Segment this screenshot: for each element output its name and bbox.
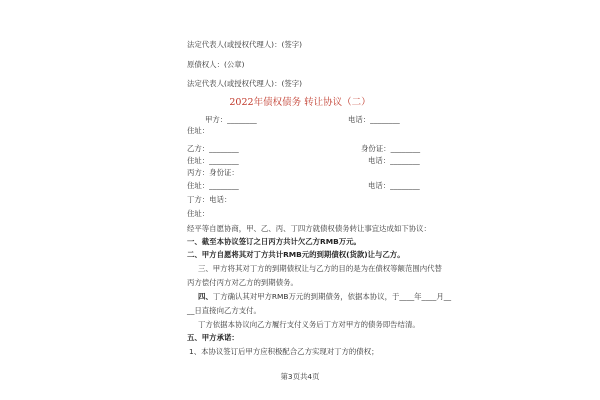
party-ding: 丁方：电话：	[187, 195, 232, 204]
agreement-title: 2022年债权债务 转让协议（二）	[229, 97, 371, 108]
party-bing: 丙方：身份证：	[187, 168, 239, 177]
party-jia: 甲方：________	[205, 115, 257, 124]
party-jia-phone: 电话：________	[348, 115, 400, 124]
party-bing-address: 住址：________	[187, 181, 239, 190]
header-creditor-seal-line: 原债权人：(公章)	[187, 60, 245, 69]
clause-1: 一、截至本协议签订之日丙方共计欠乙方RMB万元。	[187, 237, 361, 246]
clause-4-line-2: __日直接向乙方支付。	[187, 306, 261, 315]
party-yi-id: 身份证：________	[361, 144, 421, 153]
clause-5-item-1: 1、本协议签订后甲方应积极配合乙方实现对丁方的债权；	[189, 347, 379, 356]
header-signature-line-2: 法定代表人(或授权代理人)：(签字)	[187, 79, 303, 88]
header-signature-line-1: 法定代表人(或授权代理人)：(签字)	[187, 40, 303, 49]
party-bing-phone: 电话：________	[368, 181, 420, 190]
party-ding-address: 住址：	[187, 209, 210, 218]
party-yi: 乙方：________	[187, 144, 239, 153]
clause-settlement: 丁方依据本协议向乙方履行支付义务后丁方对甲方的债务即告结清。	[198, 320, 420, 329]
page-number: 第3页共4页	[280, 372, 320, 381]
clause-4-text: 丁方确认其对甲方RMB万元的到期债务，依据本协议，于____年____月__	[212, 292, 452, 301]
clause-3-line-1: 三、甲方将其对丁方的到期债权让与乙方的目的是为在债权等额范围内代替	[198, 264, 442, 273]
clause-4-line-1	[198, 292, 451, 302]
party-yi-address: 住址：________	[187, 156, 239, 165]
party-jia-address: 住址：	[187, 126, 210, 135]
clause-3-line-2: 丙方偿付丙方对乙方的到期债务。	[187, 278, 298, 287]
clause-5-heading: 五、甲方承诺：	[187, 333, 239, 342]
clause-4-number: 四、	[198, 292, 213, 301]
intro-paragraph: 经平等自愿协商，甲、乙、丙、丁四方就债权债务转让事宜达成如下协议：	[187, 224, 431, 233]
clause-2: 二、甲方自愿将其对丁方共计RMB元的到期债权(货款)让与乙方。	[187, 250, 405, 259]
party-yi-phone: 电话：________	[368, 156, 420, 165]
